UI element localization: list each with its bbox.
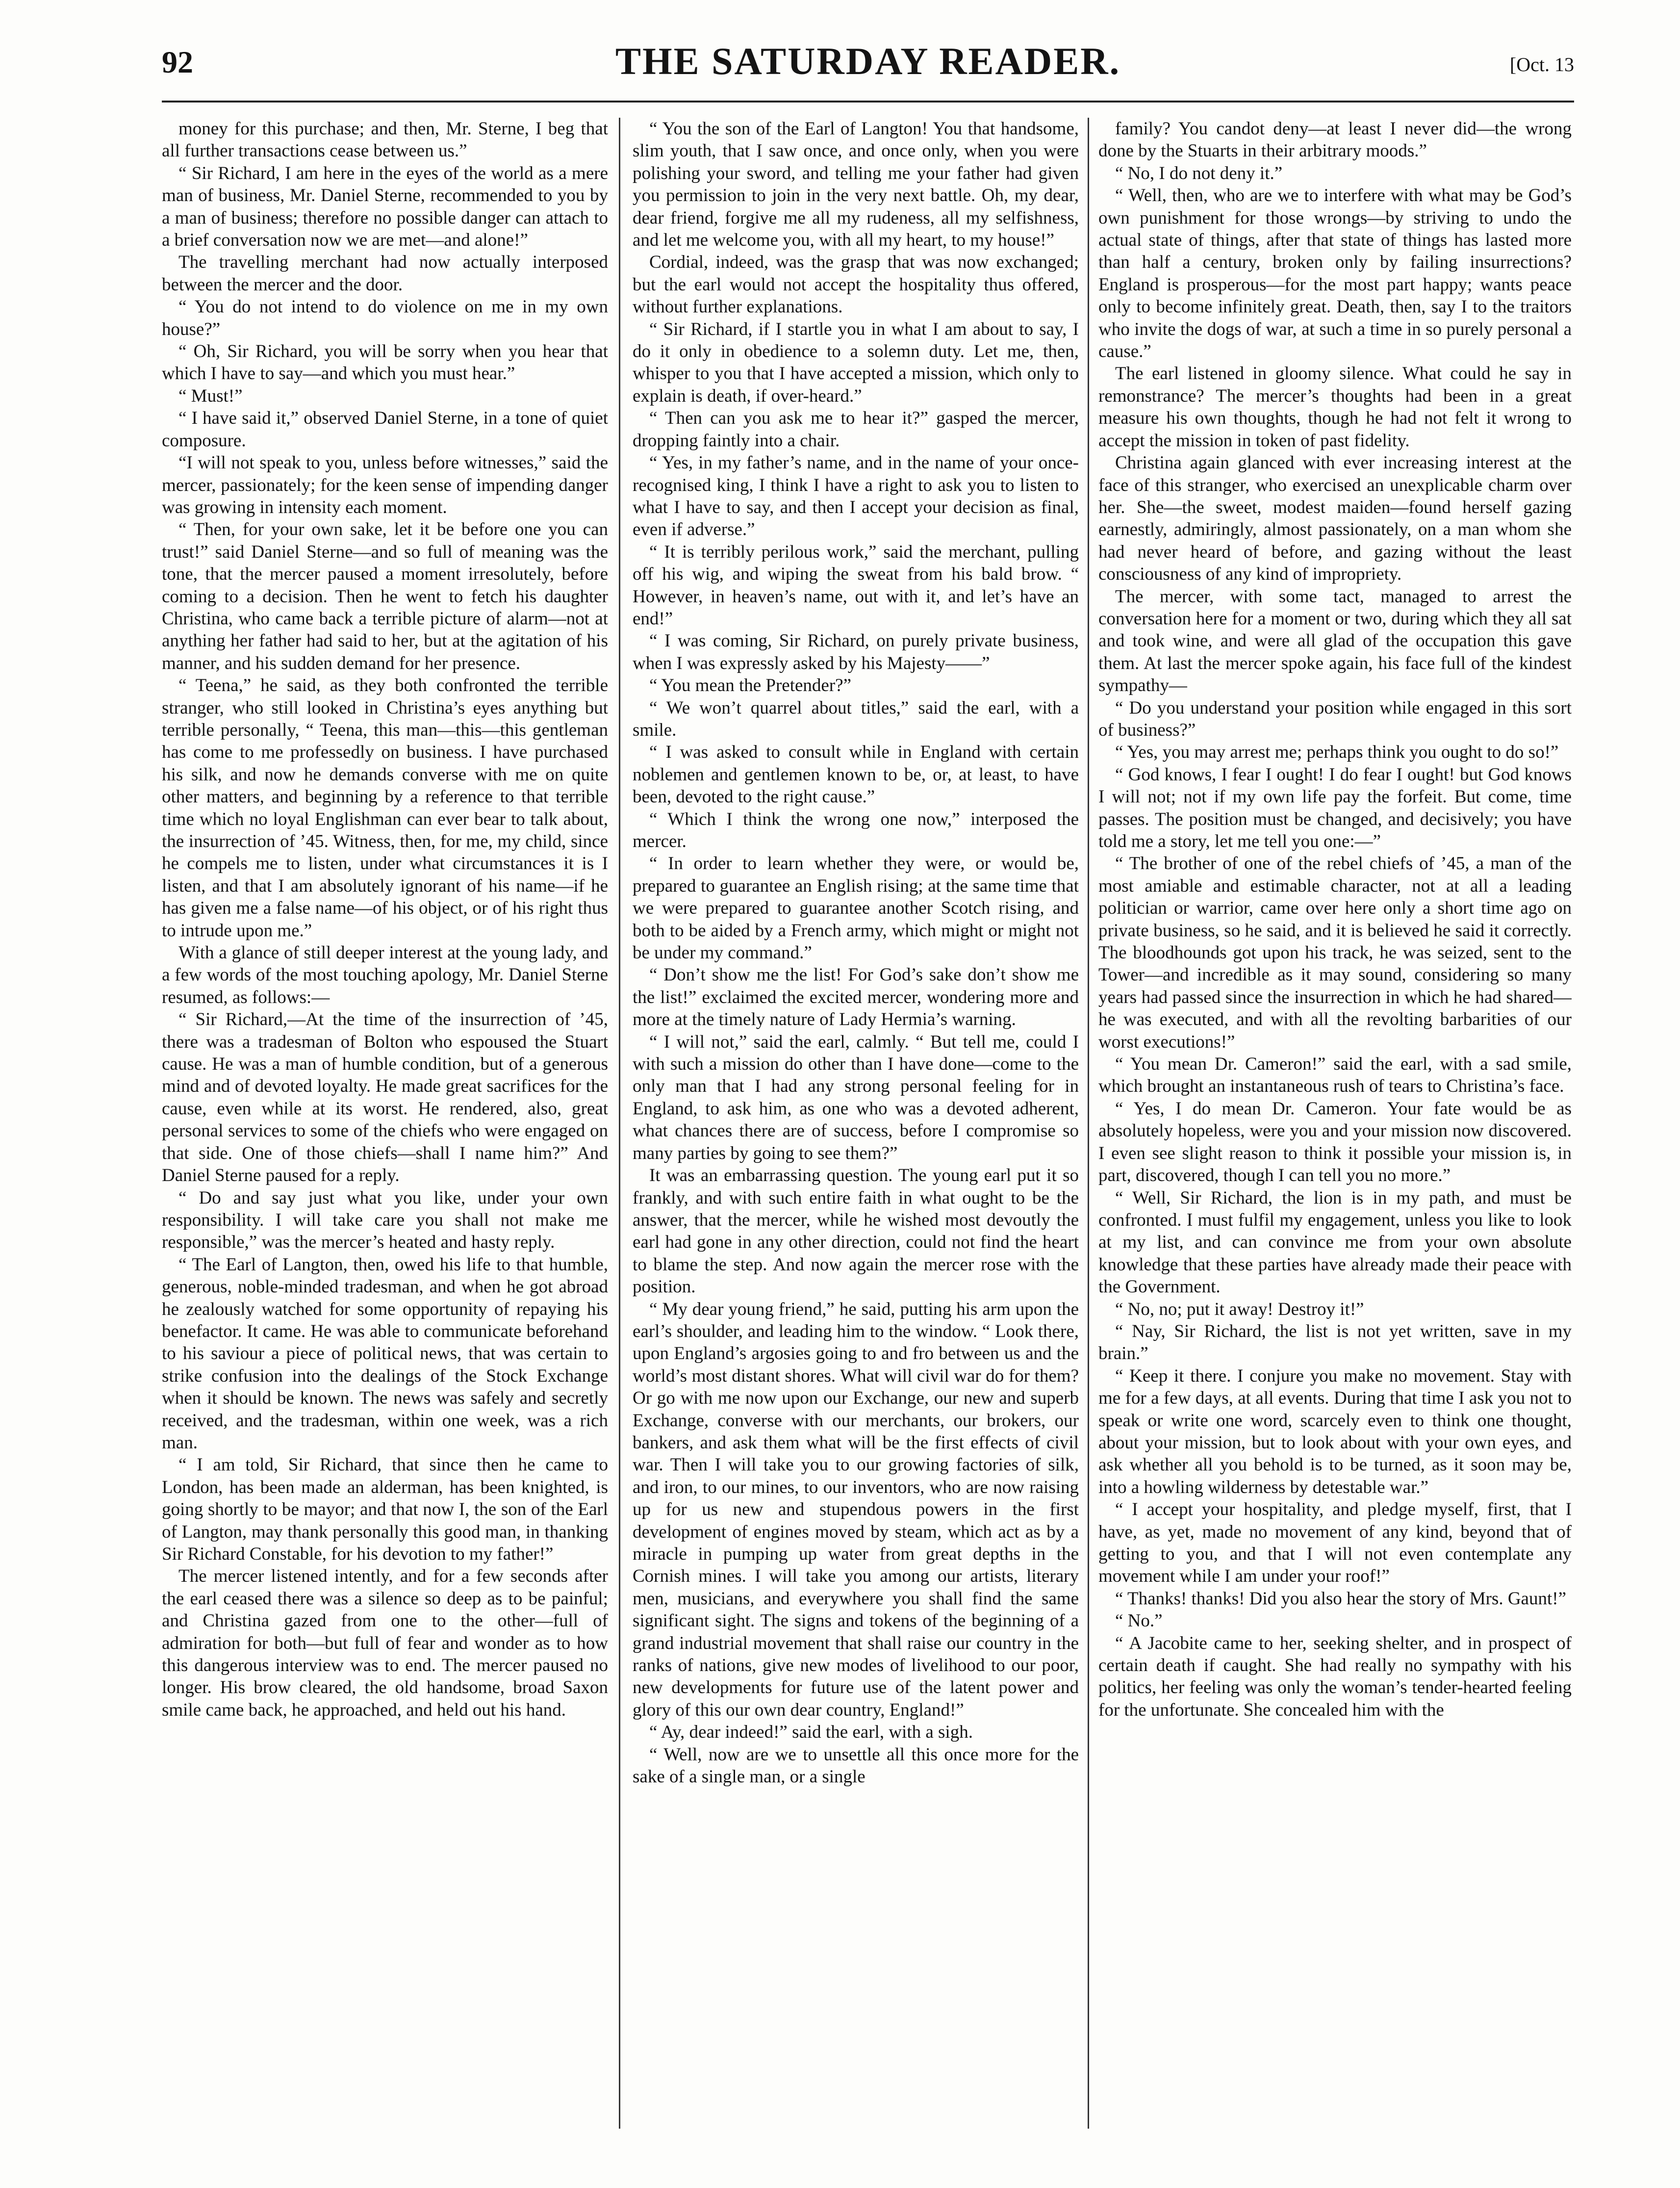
paragraph: “ Yes, in my father’s name, and in the name of your once-recognised king, I think I have a right to ask you to listen to what I have to say, and then I accept your decision as final, even if adverse.” xyxy=(633,453,1079,540)
paragraph: “ No, I do not deny it.” xyxy=(1115,163,1283,183)
paragraph: The travelling merchant had now actually interposed between the mercer and the door. xyxy=(162,252,608,295)
paragraph: “ We won’t quarrel about titles,” said the earl, with a smile. xyxy=(633,697,1079,740)
paragraph: “ The Earl of Langton, then, owed his life to that humble, generous, noble-minded tradesman, and when he got abroad he zealously watched for some opportunity of repaying his benefactor. It came. He was able to communicate beforehand to his saviour a piece of political news, that was certain to strike confusion into the dealings of the Stock Exchange when it should be known. The news was safely and secretly received, and the tradesman, within one week, was a rich man. xyxy=(162,1254,608,1453)
paragraph: “ A Jacobite came to her, seeking shelter, and in prospect of certain death if caught. She had really no sympathy with his politics, her feeling was only the woman’s tender-hearted feeling for the unfortunate. She concealed him with the xyxy=(1098,1633,1572,1720)
paragraph: “ Do and say just what you like, under your own responsibility. I will take care you shall not make me responsible,” was the mercer’s heated and hasty reply. xyxy=(162,1187,608,1253)
paragraph: “ Sir Richard,—At the time of the insurrection of ’45, there was a tradesman of Bolton who espoused the Stuart cause. He was a man of humble condition, but of a generous mind and of devoted loyalty. He made great sacrifices for the cause, even while at its worst. He rendered, also, great personal services to some of the chiefs who were engaged on that side. One of those chiefs—shall I name him?” And Daniel Sterne paused for a reply. xyxy=(162,1009,608,1186)
paragraph: “ God knows, I fear I ought! I do fear I ought! but God knows I will not; not if my own life pay the forfeit. But come, time passes. The position must be changed, and decisively; you have told me a story, let me tell you one:—” xyxy=(1098,764,1572,851)
paragraph: “ It is terribly perilous work,” said the merchant, pulling off his wig, and wiping the sweat from his bald brow. “ However, in heaven’s name, out with it, and let’s have an end!” xyxy=(633,541,1079,629)
paragraph: “ In order to learn whether they were, or would be, prepared to guarantee an English rising; at the same time that we were prepared to guarantee another Scotch rising, and both to be aided by a French army, which might or might not be under my command.” xyxy=(633,853,1079,963)
paragraph: “ Well, now are we to unsettle all this once more for the sake of a single man, or a single xyxy=(633,1744,1079,1787)
paragraph: “ Then can you ask me to hear it?” gasped the mercer, dropping faintly into a chair. xyxy=(633,408,1079,451)
paragraph: “ Sir Richard, I am here in the eyes of the world as a mere man of business, Mr. Daniel Sterne, recommended to you by a man of business; therefore no possible danger can attach to a brief conversation now we are met—and alone!” xyxy=(162,163,608,251)
paragraph: “ The brother of one of the rebel chiefs of ’45, a man of the most amiable and estimable character, not at all a leading politician or warrior, came over here only a short time ago on private business, so he said, and it is believed he said it correctly. The bloodhounds got upon his track, he was seized, sent to the Tower—and incredible as it may sound, considering so many years had passed since the insurrection in which he had shared—he was executed, and with all the revolting barbarities of our worst executions!” xyxy=(1098,853,1572,1052)
paragraph: “ Yes, you may arrest me; perhaps think you ought to do so!” xyxy=(1115,742,1559,763)
paragraph: “ Oh, Sir Richard, you will be sorry when you hear that which I have to say—and which you must hear.” xyxy=(162,341,608,384)
page-header xyxy=(162,34,1574,88)
paragraph: “ Nay, Sir Richard, the list is not yet written, save in my brain.” xyxy=(1098,1321,1572,1364)
paragraph: family? You candot deny—at least I never did—the wrong done by the Stuarts in their arbitrary moods.” xyxy=(1098,119,1572,161)
paragraph: With a glance of still deeper interest at the young lady, and a few words of the most touching apology, Mr. Daniel Sterne resumed, as follows:— xyxy=(162,943,608,1007)
paragraph: “ You the son of the Earl of Langton! You that handsome, slim youth, that I saw once, and once only, when you were polishing your sword, and telling me your father had given you permission to join in the very next battle. Oh, my dear, dear friend, forgive me all my rudeness, all my selfishness, and let me welcome you, with all my heart, to my house!” xyxy=(633,119,1079,251)
masthead-title: THE SATURDAY READER. xyxy=(615,40,1121,82)
paragraph: “ My dear young friend,” he said, putting his arm upon the earl’s shoulder, and leading him to the window. “ Look there, upon England’s argosies going to and fro between us and the world’s most distant shores. What will civil war do for them? Or go with me now upon our Exchange, our new and superb Exchange, converse with our merchants, our brokers, our bankers, and ask them what will be the first effects of civil war. Then I will take you to our growing factories of silk, and iron, to our mines, to our inventors, who are now raising up for us new and stupendous powers in the first development of engines moved by steam, which act as by a miracle in pumping up water from great depths in the Cornish mines. I will take you among our artists, literary men, musicians, and everywhere you shall find the same significant sight. The signs and tokens of the beginning of a grand industrial movement that shall raise our country in the ranks of nations, give new modes of livelihood to our poor, new developments for future use of the latent power and glory of this our own dear country, England!” xyxy=(633,1299,1079,1720)
paragraph: The mercer, with some tact, managed to arrest the conversation here for a moment or two, during which they all sat and took wine, and were all glad of the occupation this gave them. At last the mercer spoke again, his face full of the kindest sympathy— xyxy=(1098,586,1572,696)
paragraph: “ You do not intend to do violence on me in my own house?” xyxy=(162,297,608,339)
paragraph: “ Well, then, who are we to interfere with what may be God’s own punishment for those wrongs—by striving to undo the actual state of things, after that state of things has lasted more than half a century, broken only by failing insurrections? England is prosperous—for the most part happy; wants peace only to become infinitely great. Death, then, say I to the traitors who invite the dogs of war, at such a time in so purely personal a cause.” xyxy=(1098,185,1572,362)
paragraph: Cordial, indeed, was the grasp that was now exchanged; but the earl would not accept the hospitality thus offered, without further explanations. xyxy=(633,252,1079,317)
paragraph: “ Don’t show me the list! For God’s sake don’t show me the list!” exclaimed the excited mercer, wondering more and more at the timely nature of Lady Hermia’s warning. xyxy=(633,965,1079,1030)
paragraph: money for this purchase; and then, Mr. Sterne, I beg that all further transactions cease between us.” xyxy=(162,119,608,161)
paragraph: “ No, no; put it away! Destroy it!” xyxy=(1115,1299,1364,1319)
paragraph: “ I was asked to consult while in England with certain noblemen and gentlemen known to be, or, at least, to have been, devoted to the right cause.” xyxy=(633,742,1079,807)
paragraph: “ Do you understand your position while engaged in this sort of business?” xyxy=(1098,697,1572,740)
page-number: 92 xyxy=(162,45,193,79)
paragraph: “ Teena,” he said, as they both confronted the terrible stranger, who still looked in Christina’s eyes anything but terrible personally, “ Teena, this man—this—this gentleman has come to me professedly on business. I have purchased his silk, and now he demands converse with me on quite other matters, and beginning by a reference to that terrible time which no loyal Englishman can ever bear to talk about, the insurrection of ’45. Witness, then, for me, my child, since he compels me to listen, under what circumstances it is I listen, and that I am absolutely ignorant of his name—if he has given me a false name—of his object, or of his right thus to intrude upon me.” xyxy=(162,675,608,941)
text-column-1 xyxy=(162,118,608,2129)
paragraph: “ I accept your hospitality, and pledge myself, first, that I have, as yet, made no movement of any kind, beyond that of getting to you, and that I will not even contemplate any movement while I am under your roof!” xyxy=(1098,1499,1572,1587)
issue-date: [Oct. 13 xyxy=(1509,53,1574,76)
paragraph: “ Thanks! thanks! Did you also hear the story of Mrs. Gaunt!” xyxy=(1115,1588,1566,1609)
text-column-3 xyxy=(1098,118,1572,2129)
paragraph: “ I was coming, Sir Richard, on purely private business, when I was expressly asked by his Majesty——” xyxy=(633,631,1079,673)
paragraph: “ Must!” xyxy=(178,386,243,406)
paragraph: “ I will not,” said the earl, calmly. “ But tell me, could I with such a mission do other than I have done—come to the only man that I had any strong personal feeling for in England, to ask him, as one who was a devoted adherent, what chances there are of success, before I compromise so many parties by going to see them?” xyxy=(633,1031,1079,1163)
paragraph: “ Ay, dear indeed!” said the earl, with a sigh. xyxy=(649,1722,973,1743)
paragraph: “ You mean Dr. Cameron!” said the earl, with a sad smile, which brought an instantaneous rush of tears to Christina’s face. xyxy=(1098,1054,1572,1097)
paragraph: “ Sir Richard, if I startle you in what I am about to say, I do it only in obedience to a solemn duty. Let me, then, whisper to you that I have accepted a mission, which only to explain is death, if over-heard.” xyxy=(633,319,1079,406)
paragraph: The earl listened in gloomy silence. What could he say in remonstrance? The mercer’s thoughts had been in a great measure his own thoughts, though he had not felt it wrong to accept the mission in token of past fidelity. xyxy=(1098,363,1572,451)
column-separator xyxy=(619,118,620,2129)
paragraph: “ Yes, I do mean Dr. Cameron. Your fate would be as absolutely hopeless, were you and your mission now discovered. I even see slight reason to think it possible your mission is, in part, discovered, though I can tell you no more.” xyxy=(1098,1098,1572,1186)
paragraph: The mercer listened intently, and for a few seconds after the earl ceased there was a silence so deep as to be painful; and Christina gazed from one to the other—full of admiration for both—but full of fear and wonder as to how this dangerous interview was to end. The mercer paused no longer. His brow cleared, the old handsome, broad Saxon smile came back, he approached, and held out his hand. xyxy=(162,1566,608,1720)
header-rule xyxy=(162,101,1574,103)
paragraph: “ I am told, Sir Richard, that since then he came to London, has been made an alderman, has been knighted, is going shortly to be mayor; and that now I, the son of the Earl of Langton, may thank personally this good man, in thanking Sir Richard Constable, for his devotion to my father!” xyxy=(162,1455,608,1564)
paragraph: “ Which I think the wrong one now,” interposed the mercer. xyxy=(633,809,1079,851)
paragraph: It was an embarrassing question. The young earl put it so frankly, and with such entire faith in what ought to be the answer, that the mercer, while he wished most devoutly the earl had gone in any other direction, could not find the heart to blame the step. And now again the mercer rose with the position. xyxy=(633,1165,1079,1297)
column-separator xyxy=(1088,118,1089,2129)
paragraph: “ Well, Sir Richard, the lion is in my path, and must be confronted. I must fulfil my engagement, unless you like to look at my list, and can convince me from your own absolute knowledge that these parties have already made their peace with the Government. xyxy=(1098,1187,1572,1297)
paragraph: “ No.” xyxy=(1115,1611,1163,1631)
paragraph: “ I have said it,” observed Daniel Sterne, in a tone of quiet composure. xyxy=(162,408,608,451)
text-column-2 xyxy=(633,118,1079,2129)
paragraph: “I will not speak to you, unless before witnesses,” said the mercer, passionately; for the keen sense of impending danger was growing in intensity each moment. xyxy=(162,453,608,517)
paragraph: “ You mean the Pretender?” xyxy=(649,675,852,696)
paragraph: Christina again glanced with ever increasing interest at the face of this stranger, who exercised an unexplicable charm over her. She—the sweet, modest maiden—found herself gazing earnestly, admiringly, almost passionately, on a man whom she had never heard of before, and gazing without the least consciousness of any kind of impropriety. xyxy=(1098,453,1572,585)
paragraph: “ Keep it there. I conjure you make no movement. Stay with me for a few days, at all events. During that time I ask you not to speak or write one word, scarcely even to think one thought, about your mission, but to look about with your own eyes, and ask whether all you behold is to be turned, as it soon may be, into a howling wilderness by detestable war.” xyxy=(1098,1365,1572,1497)
paragraph: “ Then, for your own sake, let it be before one you can trust!” said Daniel Sterne—and so full of meaning was the tone, that the mercer paused a moment irresolutely, before coming to a decision. Then he went to fetch his daughter Christina, who came back a terrible picture of alarm—not at anything her father had said to her, but at the agitation of his manner, and his sudden demand for her presence. xyxy=(162,519,608,673)
